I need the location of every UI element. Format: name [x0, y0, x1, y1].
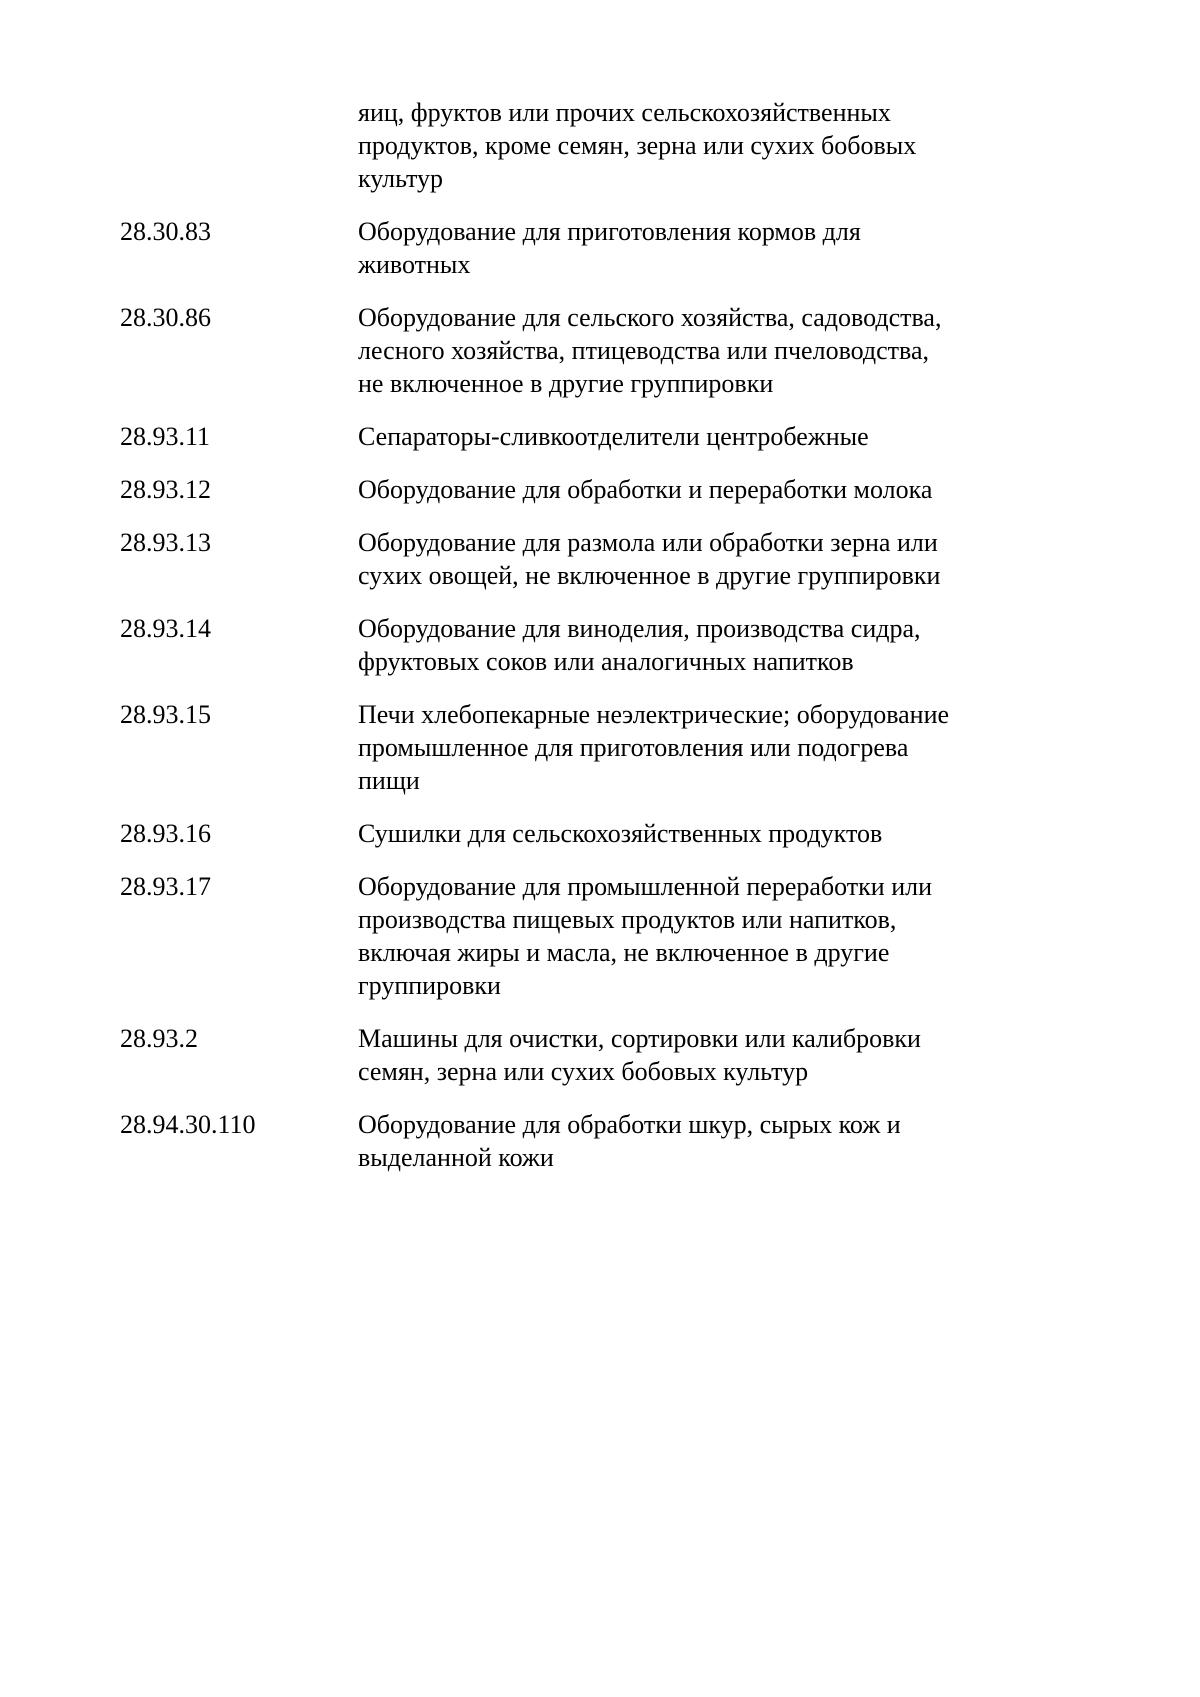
description-line: включая жиры и масла, не включенное в другие	[358, 938, 890, 967]
table-row	[120, 420, 1020, 453]
row-code: 28.93.14	[120, 614, 211, 643]
row-code: 28.93.15	[120, 700, 211, 729]
table-row	[120, 612, 1020, 678]
description-line: не включенное в другие группировки	[358, 369, 774, 398]
description-line: Печи хлебопекарные неэлектрические; оборудование	[358, 700, 950, 729]
description-line: сухих овощей, не включенное в другие группировки	[358, 561, 941, 590]
table-row	[120, 301, 1020, 400]
row-code: 28.93.17	[120, 872, 211, 901]
row-description	[358, 1022, 1018, 1088]
description-line: производства пищевых продуктов или напитков,	[358, 905, 897, 934]
table-row	[120, 870, 1020, 1002]
description-line: Сепараторы-сливкоотделители центробежные	[358, 422, 869, 451]
row-description	[358, 301, 1018, 400]
description-line: пищи	[358, 766, 420, 795]
description-line: Оборудование для промышленной переработки или	[358, 872, 933, 901]
row-code: 28.93.11	[120, 422, 211, 451]
description-line: культур	[358, 164, 443, 193]
description-line: группировки	[358, 971, 501, 1000]
row-description	[358, 526, 1018, 592]
row-description	[358, 612, 1018, 678]
description-line: Оборудование для обработки шкур, сырых кож и	[358, 1110, 901, 1139]
row-description	[358, 1108, 1018, 1174]
description-line: лесного хозяйства, птицеводства или пчеловодства,	[358, 336, 930, 365]
table-row	[120, 215, 1020, 281]
row-code: 28.93.2	[120, 1024, 198, 1053]
description-line: Оборудование для обработки и переработки молока	[358, 475, 933, 504]
description-line: Машины для очистки, сортировки или калибровки	[358, 1024, 921, 1053]
description-line: промышленное для приготовления или подогрева	[358, 733, 909, 762]
table-row	[120, 526, 1020, 592]
classification-table	[120, 96, 1020, 1194]
description-line: выделанной кожи	[358, 1143, 554, 1172]
row-code: 28.94.30.110	[120, 1110, 256, 1139]
row-description	[358, 817, 1018, 850]
row-code: 28.93.12	[120, 475, 211, 504]
description-line: Оборудование для размола или обработки зерна или	[358, 528, 938, 557]
table-row	[120, 96, 1020, 195]
row-description	[358, 870, 1018, 1002]
row-code: 28.93.16	[120, 819, 211, 848]
description-line: Оборудование для сельского хозяйства, садоводства,	[358, 303, 942, 332]
row-description	[358, 215, 1018, 281]
description-line: Оборудование для виноделия, производства сидра,	[358, 614, 921, 643]
row-description	[358, 96, 1018, 195]
row-description	[358, 420, 1018, 453]
table-row	[120, 473, 1020, 506]
row-code: 28.30.83	[120, 217, 211, 246]
description-line: продуктов, кроме семян, зерна или сухих бобовых	[358, 131, 917, 160]
description-line: Сушилки для сельскохозяйственных продуктов	[358, 819, 883, 848]
row-description	[358, 698, 1018, 797]
table-row	[120, 1108, 1020, 1174]
row-code: 28.30.86	[120, 303, 211, 332]
description-line: животных	[358, 250, 471, 279]
row-description	[358, 473, 1018, 506]
table-row	[120, 1022, 1020, 1088]
description-line: яиц, фруктов или прочих сельскохозяйственных	[358, 98, 891, 127]
table-row	[120, 698, 1020, 797]
description-line: Оборудование для приготовления кормов для	[358, 217, 861, 246]
description-line: семян, зерна или сухих бобовых культур	[358, 1057, 809, 1086]
description-line: фруктовых соков или аналогичных напитков	[358, 647, 854, 676]
row-code: 28.93.13	[120, 528, 211, 557]
table-row	[120, 817, 1020, 850]
